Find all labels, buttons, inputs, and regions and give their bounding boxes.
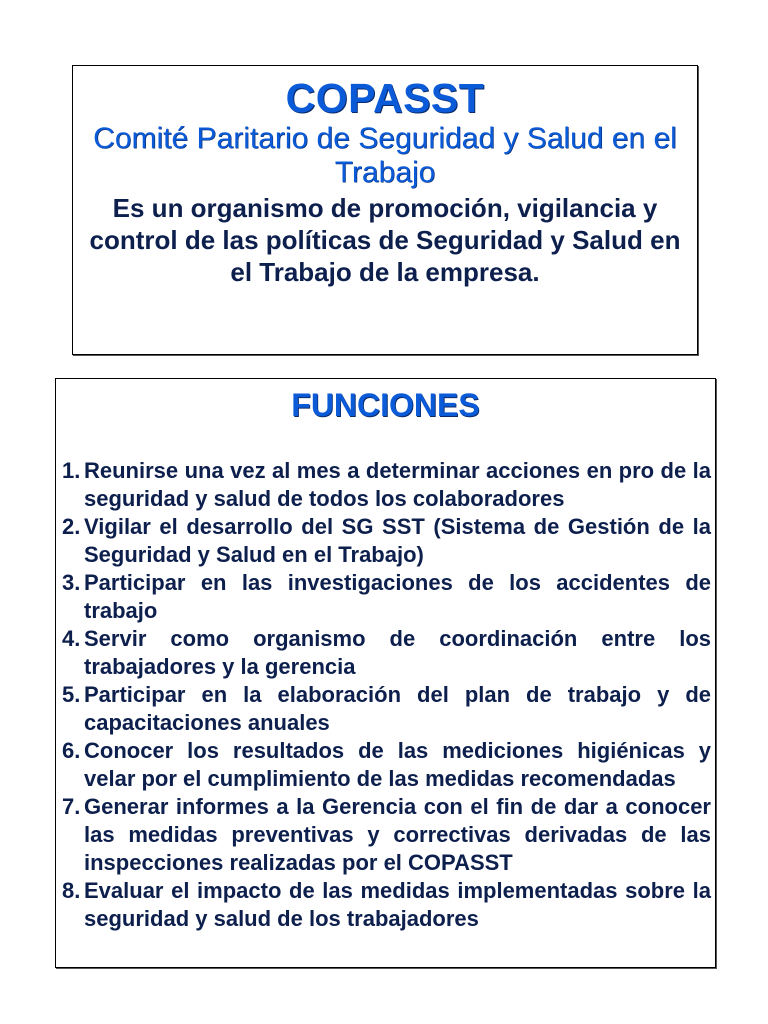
list-item-number: 2. [62, 514, 81, 539]
funciones-box [55, 378, 716, 968]
intro-box [72, 65, 698, 355]
list-item [62, 569, 711, 625]
funciones-list [56, 457, 715, 933]
subtitle: Comité Paritario de Seguridad y Salud en el Trabajo [93, 122, 677, 189]
list-item [62, 793, 711, 877]
list-item [62, 513, 711, 569]
list-item [62, 457, 711, 513]
list-item-text: Generar informes a la Gerencia con el fin de dar a conocer las medidas preventivas y correctivas derivadas de las inspecciones realizadas por el COPASST [84, 794, 711, 875]
intro-description: Es un organismo de promoción, vigilancia y control de las políticas de Seguridad y Salud en el Trabajo de la empresa. [89, 193, 681, 287]
section-title: FUNCIONES [291, 387, 480, 423]
list-item-text: Reunirse una vez al mes a determinar acciones en pro de la seguridad y salud de todos los colaboradores [84, 458, 711, 511]
list-item-text: Participar en las investigaciones de los accidentes de trabajo [84, 570, 711, 623]
list-item [62, 877, 711, 933]
list-item-number: 8. [62, 878, 81, 903]
list-item-text: Evaluar el impacto de las medidas implementadas sobre la seguridad y salud de los trabajadores [84, 878, 711, 931]
list-item-text: Servir como organismo de coordinación entre los trabajadores y la gerencia [84, 626, 711, 679]
list-item [62, 625, 711, 681]
list-item-number: 3. [62, 570, 81, 595]
list-item-text: Conocer los resultados de las mediciones higiénicas y velar por el cumplimiento de las medidas recomendadas [84, 738, 711, 791]
list-item [62, 737, 711, 793]
list-item-number: 1. [62, 458, 81, 483]
page-title: COPASST [285, 75, 485, 121]
list-item [62, 681, 711, 737]
list-item-text: Participar en la elaboración del plan de trabajo y de capacitaciones anuales [84, 682, 711, 735]
list-item-number: 7. [62, 794, 81, 819]
list-item-text: Vigilar el desarrollo del SG SST (Sistema de Gestión de la Seguridad y Salud en el Trabajo) [84, 514, 711, 567]
list-item-number: 6. [62, 738, 81, 763]
list-item-number: 5. [62, 682, 81, 707]
list-item-number: 4. [62, 626, 81, 651]
